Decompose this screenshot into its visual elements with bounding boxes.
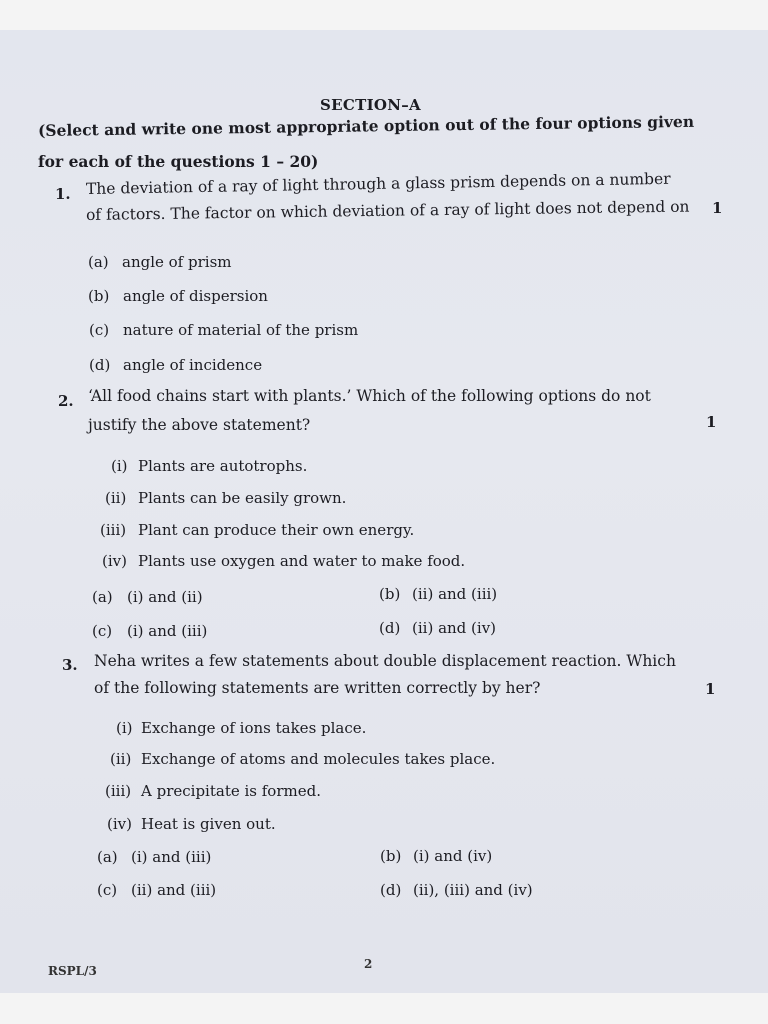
option-label: (a) <box>97 848 118 866</box>
option-text: (ii) and (iii) <box>412 585 498 603</box>
option-text: nature of material of the prism <box>123 321 359 339</box>
statement-text: Exchange of ions takes place. <box>141 719 367 737</box>
question-number: 1. <box>55 185 71 203</box>
option-label: (b) <box>380 847 402 865</box>
question-text: Neha writes a few statements about double displacement reaction. Which <box>94 652 676 670</box>
statement-label: (iii) <box>100 521 127 539</box>
question-number: 3. <box>62 656 78 674</box>
statement-label: (i) <box>116 719 133 737</box>
option-text: (ii) and (iv) <box>412 619 497 637</box>
question-number: 2. <box>58 392 74 410</box>
option-label: (d) <box>379 619 401 637</box>
option-label: (a) <box>92 588 113 606</box>
option-label: (a) <box>88 253 109 271</box>
option-label: (d) <box>380 881 402 899</box>
statement-text: Plant can produce their own energy. <box>138 521 415 539</box>
statement-text: Exchange of atoms and molecules takes place. <box>141 750 496 768</box>
statement-text: Plants can be easily grown. <box>138 489 347 507</box>
statement-label: (i) <box>111 457 128 475</box>
option-text: (i) and (iii) <box>131 848 212 866</box>
paper-code: RSPL/3 <box>48 964 97 978</box>
question-text: ‘All food chains start with plants.’ Which of the following options do not <box>88 387 651 405</box>
question-text: of factors. The factor on which deviation of a ray of light does not depend on <box>85 197 690 224</box>
statement-label: (iv) <box>107 815 132 833</box>
question-text: The deviation of a ray of light through a glass prism depends on a number <box>85 169 671 198</box>
statement-label: (iv) <box>102 552 127 570</box>
question-text: of the following statements are written correctly by her? <box>94 679 541 697</box>
option-text: (i) and (iii) <box>127 622 208 640</box>
option-label: (b) <box>88 287 110 305</box>
option-label: (b) <box>379 585 401 603</box>
statement-text: Heat is given out. <box>141 815 276 833</box>
page-number: 2 <box>364 957 373 971</box>
option-text: (i) and (iv) <box>413 847 493 865</box>
question-text: justify the above statement? <box>88 416 311 434</box>
option-text: (i) and (ii) <box>127 588 203 606</box>
instruction-line-2: for each of the questions 1 – 20) <box>38 152 319 171</box>
option-text: angle of dispersion <box>123 287 268 305</box>
section-title: SECTION–A <box>320 96 421 114</box>
option-text: (ii) and (iii) <box>131 881 217 899</box>
option-text: angle of prism <box>122 253 232 271</box>
question-marks: 1 <box>712 199 723 217</box>
statement-text: Plants use oxygen and water to make food. <box>138 552 466 570</box>
statement-text: A precipitate is formed. <box>141 782 321 800</box>
instruction-line-1: (Select and write one most appropriate option out of the four options given <box>37 111 695 140</box>
option-label: (c) <box>89 321 110 339</box>
option-text: (ii), (iii) and (iv) <box>413 881 533 899</box>
option-label: (c) <box>97 881 118 899</box>
statement-label: (iii) <box>105 782 132 800</box>
question-marks: 1 <box>705 680 716 698</box>
statement-label: (ii) <box>110 750 132 768</box>
option-label: (d) <box>89 356 111 374</box>
option-text: angle of incidence <box>123 356 263 374</box>
option-label: (c) <box>92 622 113 640</box>
question-marks: 1 <box>706 413 717 431</box>
statement-text: Plants are autotrophs. <box>138 457 308 475</box>
statement-label: (ii) <box>105 489 127 507</box>
